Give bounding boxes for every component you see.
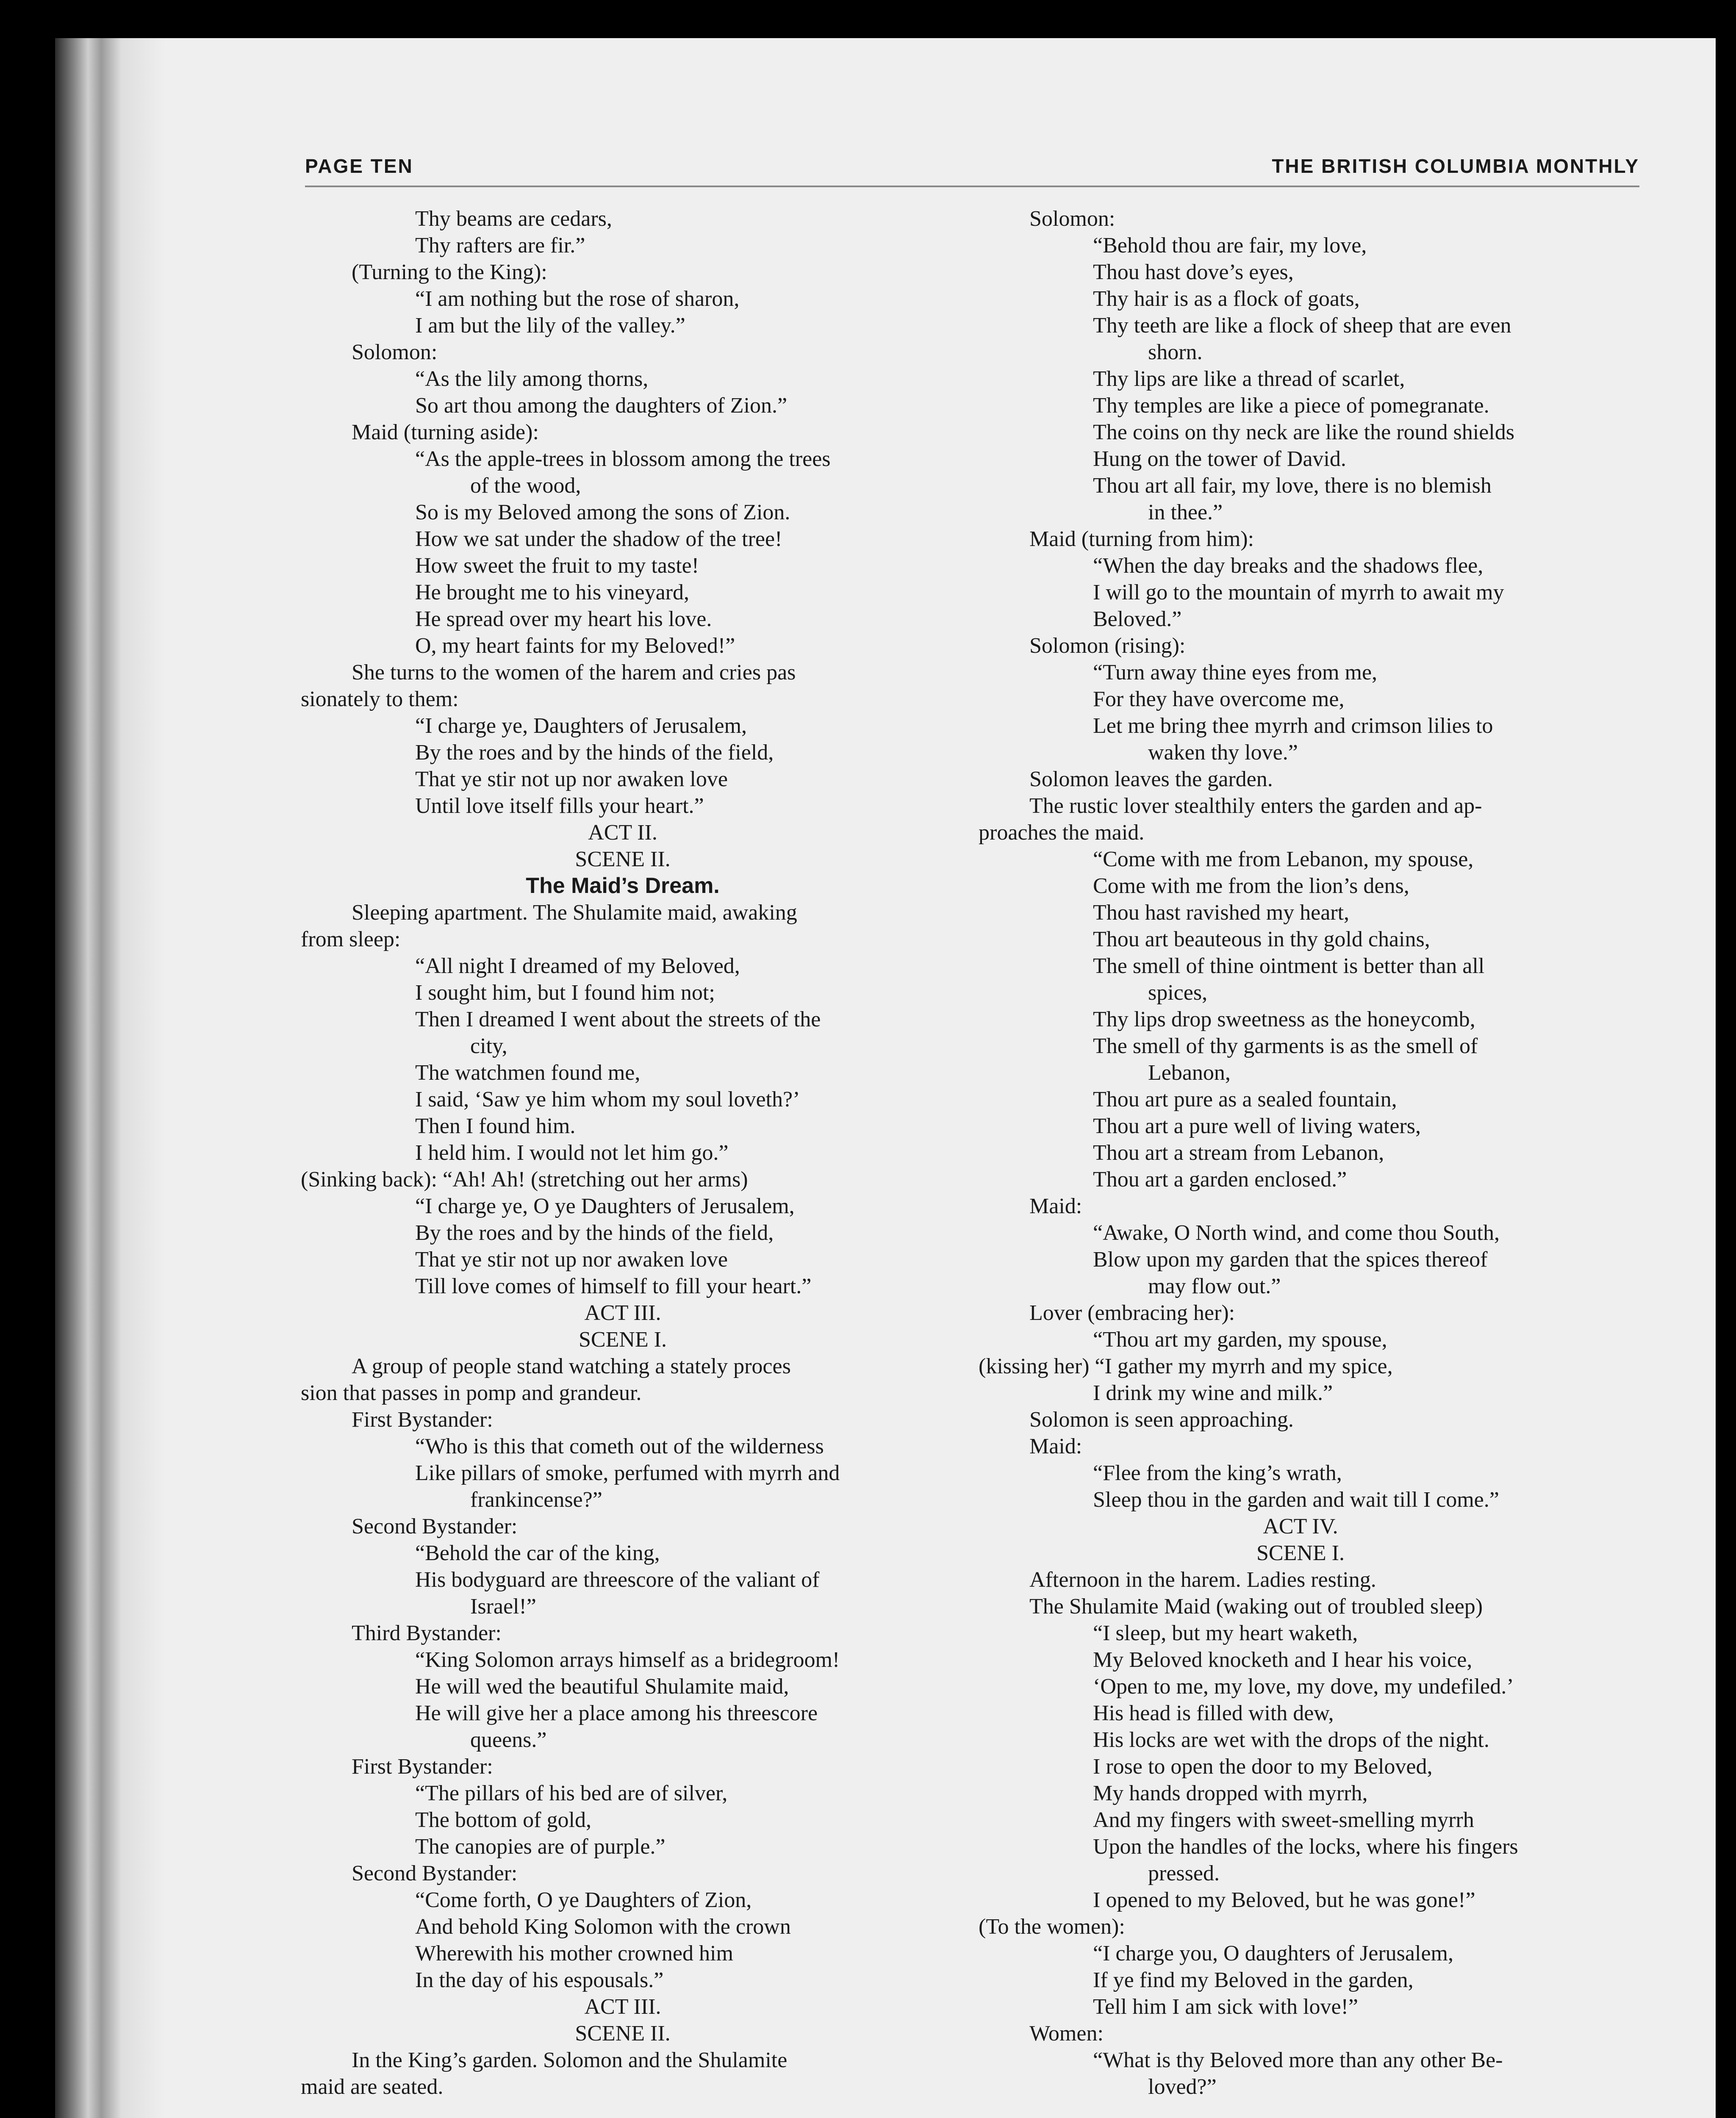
text-line: And behold King Solomon with the crown	[415, 1915, 791, 1939]
text-line: Till love comes of himself to fill your heart.”	[415, 1274, 812, 1298]
text-line: “Behold the car of the king,	[415, 1541, 660, 1565]
text-line: “Turn away thine eyes from me,	[1093, 660, 1378, 685]
text-line: ACT III.	[584, 1995, 661, 2019]
text-line: SCENE I.	[1256, 1541, 1345, 1565]
text-line: waken thy love.”	[1148, 740, 1298, 765]
text-line: Third Bystander:	[352, 1621, 502, 1645]
text-line: Maid:	[1029, 1434, 1082, 1458]
text-line: Tell him I am sick with love!”	[1093, 1995, 1358, 2019]
text-line: queens.”	[470, 1728, 547, 1752]
text-line: “I charge you, O daughters of Jerusalem,	[1093, 1941, 1453, 1966]
text-line: The canopies are of purple.”	[415, 1835, 666, 1859]
text-line: First Bystander:	[352, 1755, 493, 1779]
text-line: That ye stir not up nor awaken love	[415, 1248, 728, 1272]
text-line: Maid (turning from him):	[1029, 527, 1254, 551]
text-line: The smell of thine ointment is better than all	[1093, 954, 1485, 978]
text-line: “Come with me from Lebanon, my spouse,	[1093, 847, 1474, 871]
text-line: Upon the handles of the locks, where his fingers	[1093, 1835, 1518, 1859]
text-line: I sought him, but I found him not;	[415, 981, 715, 1005]
text-line: in thee.”	[1148, 500, 1223, 524]
text-line: Solomon leaves the garden.	[1029, 767, 1273, 791]
text-line: By the roes and by the hinds of the field,	[415, 1221, 774, 1245]
text-line: Solomon is seen approaching.	[1029, 1408, 1294, 1432]
book-binding-shadow	[55, 38, 165, 2118]
header-rule	[305, 186, 1639, 187]
text-line: Israel!”	[470, 1594, 536, 1619]
text-line: He will wed the beautiful Shulamite maid,	[415, 1674, 789, 1699]
text-line: Come with me from the lion’s dens,	[1093, 874, 1409, 898]
text-line: ACT II.	[588, 821, 657, 845]
text-line: Second Bystander:	[352, 1861, 518, 1885]
page-number-header: PAGE TEN	[305, 155, 413, 177]
magazine-title-header: THE BRITISH COLUMBIA MONTHLY	[1272, 155, 1639, 177]
text-line: He will give her a place among his threescore	[415, 1701, 818, 1725]
text-line: Thou art a pure well of living waters,	[1093, 1114, 1421, 1138]
text-line: O, my heart faints for my Beloved!”	[415, 634, 735, 658]
text-line: How sweet the fruit to my taste!	[415, 554, 699, 578]
text-line: “I am nothing but the rose of sharon,	[415, 287, 740, 311]
text-line: Sleeping apartment. The Shulamite maid, awaking	[352, 901, 797, 925]
text-line: “All night I dreamed of my Beloved,	[415, 954, 740, 978]
text-line: Then I dreamed I went about the streets of the	[415, 1007, 821, 1031]
text-line: The Shulamite Maid (waking out of troubled sleep)	[1029, 1594, 1483, 1619]
text-line: “As the apple-trees in blossom among the trees	[415, 447, 831, 471]
text-line: I will go to the mountain of myrrh to await my	[1093, 580, 1504, 604]
text-line: (Sinking back): “Ah! Ah! (stretching out her arms)	[301, 1167, 748, 1192]
text-line: “I sleep, but my heart waketh,	[1093, 1621, 1358, 1645]
text-line: Thy rafters are fir.”	[415, 233, 585, 258]
text-line: Thy lips drop sweetness as the honeycomb,	[1093, 1007, 1475, 1031]
text-line: His bodyguard are threescore of the valiant of	[415, 1568, 820, 1592]
text-line: I opened to my Beloved, but he was gone!”	[1093, 1888, 1475, 1912]
text-line: “Who is this that cometh out of the wilderness	[415, 1434, 824, 1458]
left-text-column	[301, 205, 945, 2100]
text-line: “The pillars of his bed are of silver,	[415, 1781, 728, 1805]
text-line: “I charge ye, O ye Daughters of Jerusalem,	[415, 1194, 795, 1218]
text-line: Sleep thou in the garden and wait till I come.”	[1093, 1488, 1499, 1512]
text-line: “Behold thou are fair, my love,	[1093, 233, 1367, 258]
text-line: In the King’s garden. Solomon and the Shulamite	[352, 2048, 788, 2072]
text-line: (Turning to the King):	[352, 260, 547, 284]
text-line: proaches the maid.	[979, 821, 1145, 845]
text-line: Thy beams are cedars,	[415, 207, 612, 231]
text-line: from sleep:	[301, 927, 401, 951]
text-line: How we sat under the shadow of the tree!	[415, 527, 782, 551]
text-line: SCENE II.	[575, 2021, 671, 2046]
text-line: “What is thy Beloved more than any other Be-	[1093, 2048, 1503, 2072]
text-line: “When the day breaks and the shadows flee,	[1093, 554, 1484, 578]
text-line: Thou art a stream from Lebanon,	[1093, 1141, 1384, 1165]
text-line: I rose to open the door to my Beloved,	[1093, 1755, 1433, 1779]
text-line: Lebanon,	[1148, 1061, 1231, 1085]
text-line: “King Solomon arrays himself as a bridegroom!	[415, 1648, 840, 1672]
text-line: may flow out.”	[1148, 1274, 1281, 1298]
text-line: spices,	[1148, 981, 1208, 1005]
text-line: He brought me to his vineyard,	[415, 580, 689, 604]
text-line: Let me bring thee myrrh and crimson lilies to	[1093, 714, 1493, 738]
text-line: So art thou among the daughters of Zion.”	[415, 394, 788, 418]
text-line: Blow upon my garden that the spices thereof	[1093, 1248, 1488, 1272]
text-line: maid are seated.	[301, 2075, 444, 2099]
text-line: And my fingers with sweet-smelling myrrh	[1093, 1808, 1474, 1832]
text-line: He spread over my heart his love.	[415, 607, 712, 631]
text-line: loved?”	[1148, 2075, 1217, 2099]
text-line: Then I found him.	[415, 1114, 576, 1138]
text-line: She turns to the women of the harem and cries pas	[352, 660, 796, 685]
text-line: shorn.	[1148, 340, 1203, 364]
text-line: “Awake, O North wind, and come thou South,	[1093, 1221, 1500, 1245]
text-line: ACT III.	[584, 1301, 661, 1325]
text-line: “As the lily among thorns,	[415, 367, 649, 391]
text-line: Thou art beauteous in thy gold chains,	[1093, 927, 1430, 951]
text-line: sion that passes in pomp and grandeur.	[301, 1381, 642, 1405]
text-line: Second Bystander:	[352, 1514, 518, 1539]
text-line: The smell of thy garments is as the smell of	[1093, 1034, 1478, 1058]
text-line: Thou hast dove’s eyes,	[1093, 260, 1294, 284]
text-line: A group of people stand watching a stately proces	[352, 1354, 791, 1378]
text-line: My hands dropped with myrrh,	[1093, 1781, 1368, 1805]
text-line: Thy temples are like a piece of pomegranate.	[1093, 394, 1489, 418]
text-line: By the roes and by the hinds of the field,	[415, 740, 774, 765]
text-line: “Flee from the king’s wrath,	[1093, 1461, 1342, 1485]
text-line: The Maid’s Dream.	[526, 873, 720, 898]
text-line: I held him. I would not let him go.”	[415, 1141, 729, 1165]
text-line: Thy lips are like a thread of scarlet,	[1093, 367, 1405, 391]
text-line: The rustic lover stealthily enters the garden and ap-	[1029, 794, 1482, 818]
text-line: That ye stir not up nor awaken love	[415, 767, 728, 791]
text-line: Hung on the tower of David.	[1093, 447, 1346, 471]
text-line: His locks are wet with the drops of the night.	[1093, 1728, 1489, 1752]
text-line: (To the women):	[979, 1915, 1125, 1939]
text-line: My Beloved knocketh and I hear his voice,	[1093, 1648, 1473, 1672]
text-line: His head is filled with dew,	[1093, 1701, 1334, 1725]
text-line: Beloved.”	[1093, 607, 1182, 631]
text-line: First Bystander:	[352, 1408, 493, 1432]
text-line: Women:	[1029, 2021, 1104, 2046]
text-line: The bottom of gold,	[415, 1808, 591, 1832]
text-line: sionately to them:	[301, 687, 459, 711]
text-line: Maid (turning aside):	[352, 420, 539, 444]
text-line: of the wood,	[470, 474, 581, 498]
text-line: Like pillars of smoke, perfumed with myrrh and	[415, 1461, 840, 1485]
text-line: Wherewith his mother crowned him	[415, 1941, 733, 1966]
text-line: “Come forth, O ye Daughters of Zion,	[415, 1888, 752, 1912]
right-text-column	[979, 205, 1622, 2100]
text-line: SCENE I.	[579, 1328, 667, 1352]
text-line: For they have overcome me,	[1093, 687, 1345, 711]
text-line: city,	[470, 1034, 507, 1058]
text-line: I drink my wine and milk.”	[1093, 1381, 1333, 1405]
text-line: If ye find my Beloved in the garden,	[1093, 1968, 1414, 1992]
text-line: Solomon (rising):	[1029, 634, 1186, 658]
text-line: Thou art all fair, my love, there is no blemish	[1093, 474, 1492, 498]
text-line: The coins on thy neck are like the round shields	[1093, 420, 1514, 444]
text-line: Thou art pure as a sealed fountain,	[1093, 1087, 1397, 1112]
text-line: ACT IV.	[1263, 1514, 1338, 1539]
text-line: Afternoon in the harem. Ladies resting.	[1029, 1568, 1376, 1592]
text-line: frankincense?”	[470, 1488, 602, 1512]
text-line: I am but the lily of the valley.”	[415, 313, 685, 338]
text-line: SCENE II.	[575, 847, 671, 871]
text-line: Thou hast ravished my heart,	[1093, 901, 1350, 925]
magazine-page	[55, 38, 1716, 2118]
text-line: I said, ‘Saw ye him whom my soul loveth?’	[415, 1087, 800, 1112]
text-line: Thy teeth are like a flock of sheep that are even	[1093, 313, 1511, 338]
text-line: In the day of his espousals.”	[415, 1968, 664, 1992]
text-line: Solomon:	[1029, 207, 1115, 231]
text-line: ‘Open to me, my love, my dove, my undefiled.’	[1093, 1674, 1514, 1699]
text-line: Thy hair is as a flock of goats,	[1093, 287, 1360, 311]
text-line: Maid:	[1029, 1194, 1082, 1218]
text-line: Solomon:	[352, 340, 438, 364]
text-line: “Thou art my garden, my spouse,	[1093, 1328, 1387, 1352]
text-line: (kissing her) “I gather my myrrh and my spice,	[979, 1354, 1393, 1378]
text-line: pressed.	[1148, 1861, 1220, 1885]
text-line: So is my Beloved among the sons of Zion.	[415, 500, 790, 524]
text-line: Thou art a garden enclosed.”	[1093, 1167, 1347, 1192]
text-line: Until love itself fills your heart.”	[415, 794, 704, 818]
text-line: The watchmen found me,	[415, 1061, 641, 1085]
text-line: “I charge ye, Daughters of Jerusalem,	[415, 714, 747, 738]
text-line: Lover (embracing her):	[1029, 1301, 1235, 1325]
